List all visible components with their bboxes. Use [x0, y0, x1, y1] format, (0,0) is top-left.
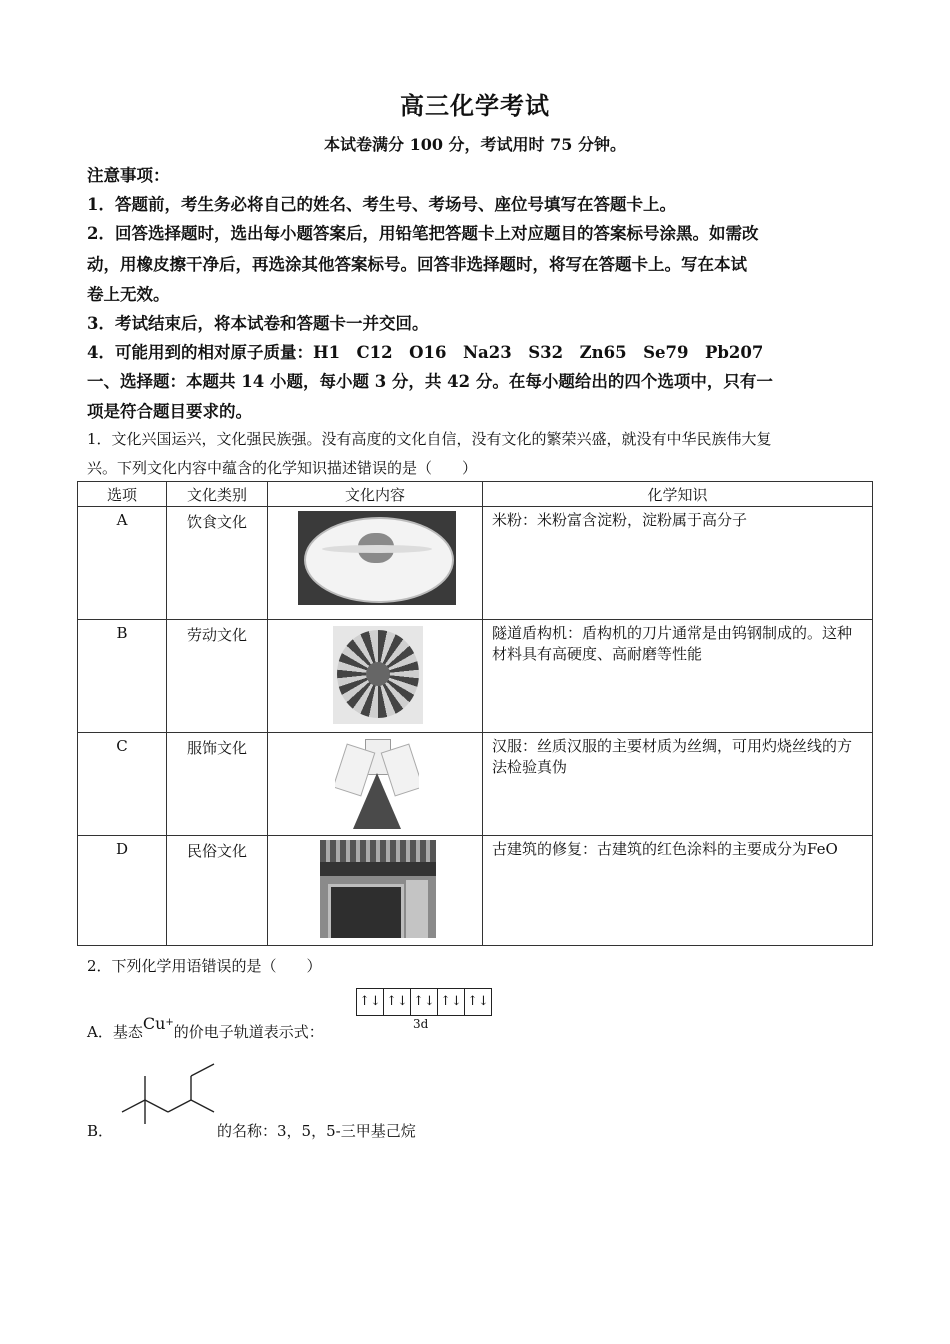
- section1-line2: 项是符合题目要求的。: [87, 402, 252, 421]
- ancient-building-image: [268, 836, 483, 946]
- option-a-suffix: 的价电子轨道表示式：: [173, 1023, 324, 1041]
- q1-stem-line2: 兴。下列文化内容中蕴含的化学知识描述错误的是（ ）: [87, 459, 478, 477]
- row-a-knowledge: 米粉：米粉富含淀粉，淀粉属于高分子: [483, 507, 873, 620]
- cu-ion-charge: +: [165, 1017, 174, 1028]
- table-row: [78, 620, 873, 733]
- q1-table: [77, 481, 873, 946]
- option-a-prefix: A．基态: [87, 1023, 143, 1041]
- header-category: 文化类别: [167, 482, 268, 507]
- row-c-knowledge: 汉服：丝质汉服的主要材质为丝绸，可用灼烧丝线的方法检验真伪: [483, 733, 873, 836]
- row-b-option: B: [78, 620, 167, 733]
- rice-noodle-bowl-image: [268, 507, 483, 620]
- row-b-category: 劳动文化: [167, 620, 268, 733]
- notes-heading: 注意事项：: [87, 166, 170, 185]
- orbital-box: ↑↓: [438, 988, 465, 1016]
- note-3: 3．考试结束后，将本试卷和答题卡一并交回。: [87, 314, 429, 333]
- q1-stem-line1: 1．文化兴国运兴，文化强民族强。没有高度的文化自信，没有文化的繁荣兴盛，就没有中华民族伟大复: [87, 430, 772, 448]
- row-d-category: 民俗文化: [167, 836, 268, 946]
- table-row: [78, 507, 873, 620]
- note-2-end: 卷上无效。: [87, 285, 170, 304]
- header-option: 选项: [78, 482, 167, 507]
- orbital-diagram: [356, 988, 492, 1016]
- note-4: 4．可能用到的相对原子质量：H1 C12 O16 Na23 S32 Zn65 Se79 Pb207: [87, 343, 764, 362]
- row-a-option: A: [78, 507, 167, 620]
- row-d-option: D: [78, 836, 167, 946]
- header-knowledge: 化学知识: [483, 482, 873, 507]
- q2-option-a: [87, 1014, 324, 1042]
- tunnel-boring-machine-image: [268, 620, 483, 733]
- table-header-row: [78, 482, 873, 507]
- q2-stem: 2．下列化学用语错误的是（ ）: [87, 957, 322, 975]
- orbital-box: ↑↓: [384, 988, 411, 1016]
- orbital-box: ↑↓: [411, 988, 438, 1016]
- skeletal-formula-diagram: [118, 1056, 218, 1128]
- option-b-text: 的名称：3，5，5-三甲基己烷: [217, 1122, 416, 1140]
- table-row: [78, 733, 873, 836]
- row-a-category: 饮食文化: [167, 507, 268, 620]
- row-d-knowledge: 古建筑的修复：古建筑的红色涂料的主要成分为FeO: [483, 836, 873, 946]
- row-c-option: C: [78, 733, 167, 836]
- row-c-category: 服饰文化: [167, 733, 268, 836]
- cu-ion-symbol: Cu: [142, 1014, 166, 1033]
- note-1: 1．答题前，考生务必将自己的姓名、考生号、考场号、座位号填写在答题卡上。: [87, 195, 676, 214]
- orbital-box: ↑↓: [356, 988, 384, 1016]
- header-content: 文化内容: [268, 482, 483, 507]
- note-2: 2．回答选择题时，选出每小题答案后，用铅笔把答题卡上对应题目的答案标号涂黑。如需改: [87, 224, 759, 243]
- exam-subtitle: 本试卷满分 100 分，考试用时 75 分钟。: [324, 135, 626, 154]
- orbital-label: 3d: [413, 1017, 429, 1031]
- note-2-cont: 动，用橡皮擦干净后，再选涂其他答案标号。回答非选择题时，将写在答题卡上。写在本试: [87, 255, 747, 274]
- table-row: [78, 836, 873, 946]
- option-b-prefix: B．: [87, 1122, 114, 1140]
- orbital-box: ↑↓: [465, 988, 492, 1016]
- hanfu-dress-image: [268, 733, 483, 836]
- exam-title: 高三化学考试: [400, 91, 550, 120]
- row-b-knowledge: 隧道盾构机：盾构机的刀片通常是由钨钢制成的。这种材料具有高硬度、高耐磨等性能: [483, 620, 873, 733]
- section1-line1: 一、选择题：本题共 14 小题，每小题 3 分，共 42 分。在每小题给出的四个选项中，只有一: [87, 372, 773, 391]
